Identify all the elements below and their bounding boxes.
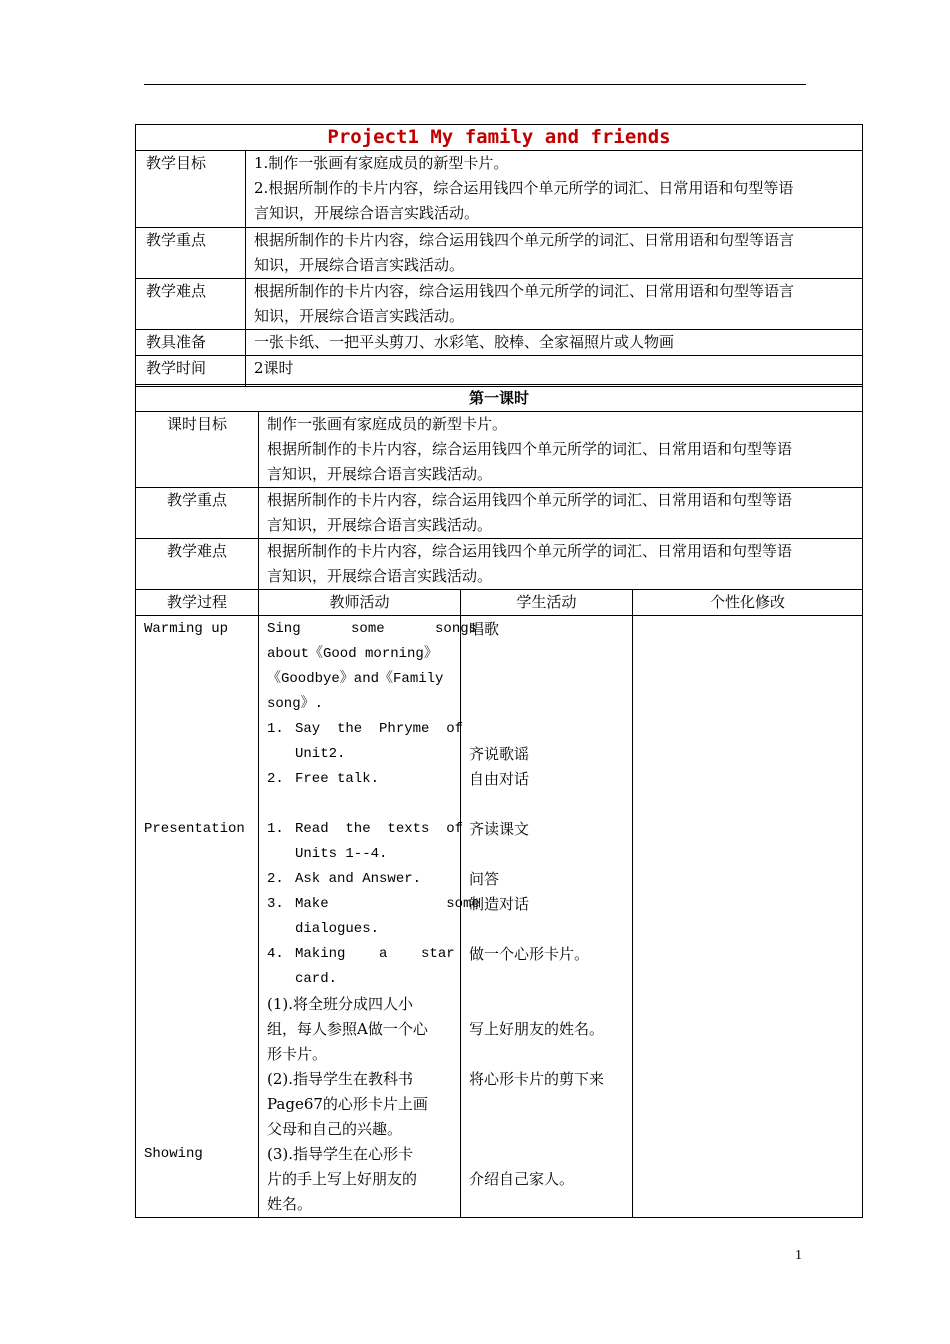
content-line: 言知识，开展综合语言实践活动。 xyxy=(267,567,493,585)
process-body-row xyxy=(136,616,863,1218)
row-label: 教学难点 xyxy=(136,539,259,590)
content-line: 言知识，开展综合语言实践活动。 xyxy=(254,204,480,222)
activity-line: song》. xyxy=(267,696,324,712)
row-content: 2课时 xyxy=(246,356,863,387)
row-content xyxy=(259,488,863,539)
stage-column xyxy=(136,616,259,1218)
column-header: 学生活动 xyxy=(461,590,633,616)
list-item: 1. Read the texts of Units 1--4. xyxy=(267,821,464,862)
overview-table xyxy=(135,124,863,387)
row-content xyxy=(259,412,863,488)
list-item: 2. Ask and Answer. xyxy=(267,871,422,887)
content-line: 制作一张画有家庭成员的新型卡片。 xyxy=(267,415,508,433)
list-item: 1. Say the Phryme of Unit2. xyxy=(267,721,464,762)
step-2: (2).指导学生在教科书 Page67的心形卡片上画 父母和自己的兴趣。 xyxy=(267,1070,428,1138)
row-label: 教学时间 xyxy=(136,356,246,387)
content-line: 根据所制作的卡片内容，综合运用钱四个单元所学的词汇、日常用语和句型等语言 xyxy=(254,231,795,249)
content-line: 2.根据所制作的卡片内容，综合运用钱四个单元所学的词汇、日常用语和句型等语 xyxy=(254,179,794,197)
student-activity: 唱歌 xyxy=(469,620,500,638)
stage-label: Presentation xyxy=(144,821,245,837)
lesson-table xyxy=(135,384,863,1218)
row-label: 教具准备 xyxy=(136,330,246,356)
activity-line: 《Goodbye》and《Family xyxy=(267,671,444,687)
stage-label: Showing xyxy=(144,1146,203,1162)
content-line: 言知识，开展综合语言实践活动。 xyxy=(267,465,493,483)
column-header: 个性化修改 xyxy=(633,590,863,616)
teacher-activity-column xyxy=(259,616,480,1218)
row-label: 教学目标 xyxy=(136,151,246,228)
content-line: 知识，开展综合语言实践活动。 xyxy=(254,256,465,274)
title-row xyxy=(136,125,863,151)
student-activity: 做一个心形卡片。 xyxy=(469,945,590,963)
stage-label: Warming up xyxy=(144,621,229,637)
column-header: 教师活动 xyxy=(259,590,461,616)
content-line: 根据所制作的卡片内容，综合运用钱四个单元所学的词汇、日常用语和句型等语 xyxy=(267,440,793,458)
row-label: 教学重点 xyxy=(136,488,259,539)
row-content xyxy=(246,279,863,330)
row-content xyxy=(259,539,863,590)
lesson-row xyxy=(136,412,863,488)
step-3: (3).指导学生在心形卡 片的手上写上好朋友的 姓名。 xyxy=(267,1145,418,1213)
student-activity: 写上好朋友的姓名。 xyxy=(469,1020,605,1038)
overview-row xyxy=(136,279,863,330)
overview-row xyxy=(136,151,863,228)
student-activity: 将心形卡片的剪下来 xyxy=(469,1070,605,1088)
personal-notes-column xyxy=(633,616,863,1218)
column-header: 教学过程 xyxy=(136,590,259,616)
content-line: 根据所制作的卡片内容，综合运用钱四个单元所学的词汇、日常用语和句型等语言 xyxy=(254,282,795,300)
student-activity-column xyxy=(461,616,633,1218)
content-line: 言知识，开展综合语言实践活动。 xyxy=(267,516,493,534)
lesson-heading: 第一课时 xyxy=(136,385,863,412)
list-item: 2. Free talk. xyxy=(267,771,380,787)
student-activity: 制造对话 xyxy=(469,895,530,913)
content-line: 根据所制作的卡片内容，综合运用钱四个单元所学的词汇、日常用语和句型等语 xyxy=(267,542,793,560)
list-item: 3. Make some dialogues. xyxy=(267,896,480,937)
student-activity: 介绍自己家人。 xyxy=(469,1170,575,1188)
lesson-row xyxy=(136,488,863,539)
header-rule xyxy=(144,84,806,85)
student-activity: 自由对话 xyxy=(469,770,530,788)
overview-row xyxy=(136,330,863,356)
row-label: 教学难点 xyxy=(136,279,246,330)
document-title: Project1 My family and friends xyxy=(136,125,863,151)
row-content: 一张卡纸、一把平头剪刀、水彩笔、胶棒、全家福照片或人物画 xyxy=(246,330,863,356)
overview-row xyxy=(136,356,863,387)
song-activity xyxy=(267,617,478,717)
list-item: 4. Making a star card. xyxy=(267,946,455,987)
content-line: 根据所制作的卡片内容，综合运用钱四个单元所学的词汇、日常用语和句型等语 xyxy=(267,491,793,509)
lesson-row xyxy=(136,539,863,590)
activity-line: about《Good morning》 xyxy=(267,646,438,662)
activity-line: Sing some songs xyxy=(267,621,478,637)
student-activity: 齐读课文 xyxy=(469,820,530,838)
row-label: 教学重点 xyxy=(136,228,246,279)
page-number: 1 xyxy=(795,1248,802,1263)
step-1: (1).将全班分成四人小 组，每人参照A做一个心 形卡片。 xyxy=(267,995,428,1063)
content-line: 知识，开展综合语言实践活动。 xyxy=(254,307,465,325)
student-activity: 问答 xyxy=(469,870,500,888)
lesson-heading-row xyxy=(136,385,863,412)
content-line: 1.制作一张画有家庭成员的新型卡片。 xyxy=(254,154,509,172)
row-content xyxy=(246,228,863,279)
overview-row xyxy=(136,228,863,279)
row-content xyxy=(246,151,863,228)
row-label: 课时目标 xyxy=(136,412,259,488)
student-activity: 齐说歌谣 xyxy=(469,745,530,763)
process-header-row xyxy=(136,590,863,616)
